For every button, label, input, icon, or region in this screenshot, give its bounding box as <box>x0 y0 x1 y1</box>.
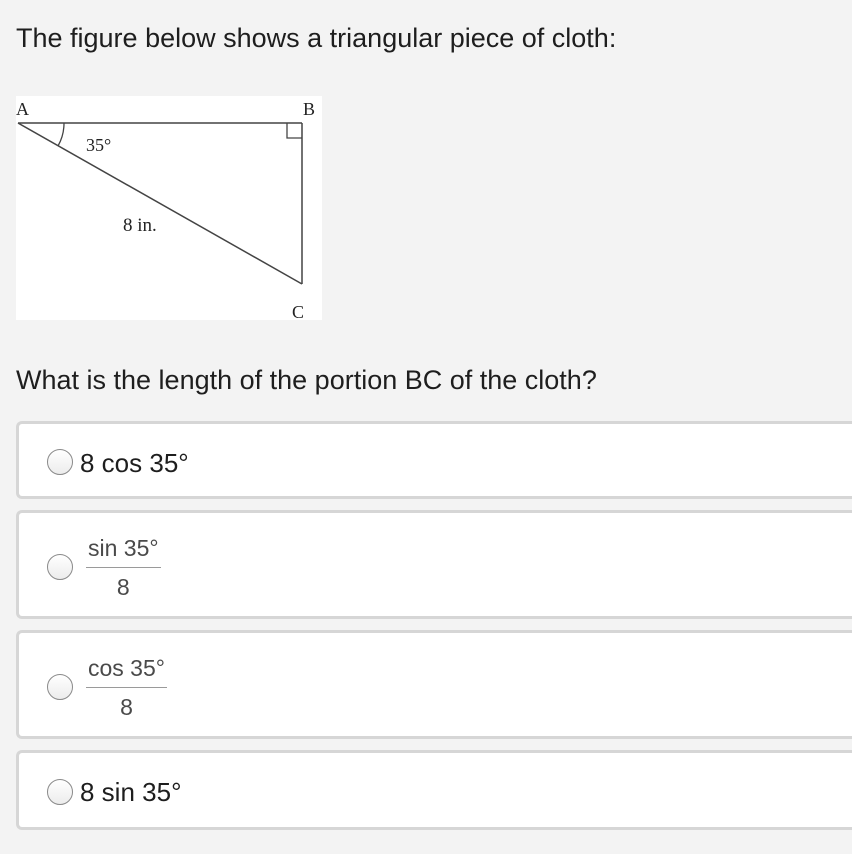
answer-option-1[interactable] <box>16 421 852 499</box>
answer-option-2-numerator: sin 35° <box>86 535 161 568</box>
radio-button-4[interactable] <box>47 779 73 805</box>
answer-option-3[interactable] <box>16 630 852 739</box>
vertex-a-label: A <box>16 99 29 119</box>
angle-label: 35° <box>86 135 112 155</box>
answer-option-2-denominator: 8 <box>116 574 130 600</box>
side-ac <box>18 123 302 284</box>
answer-option-3-denominator: 8 <box>120 694 133 720</box>
answer-option-2[interactable] <box>16 510 852 619</box>
vertex-b-label: B <box>303 99 316 119</box>
answer-option-2-fraction <box>86 535 161 600</box>
radio-button-3[interactable] <box>47 674 73 700</box>
right-angle-marker <box>287 123 302 138</box>
vertex-c-label: C <box>292 302 305 320</box>
angle-arc <box>58 123 64 146</box>
answer-option-3-numerator: cos 35° <box>86 655 167 688</box>
triangle-diagram <box>16 96 322 320</box>
question-prompt: The figure below shows a triangular piece of cloth: <box>16 23 617 53</box>
answer-option-4-text: 8 sin 35° <box>80 777 182 807</box>
question-text: What is the length of the portion BC of the cloth? <box>16 365 597 395</box>
triangle-figure <box>16 96 322 320</box>
answer-option-4[interactable] <box>16 750 852 830</box>
side-ac-label: 8 in. <box>123 215 157 236</box>
answer-option-1-text: 8 cos 35° <box>80 448 189 478</box>
radio-button-2[interactable] <box>47 554 73 580</box>
answer-option-3-fraction <box>86 655 167 720</box>
radio-button-1[interactable] <box>47 449 73 475</box>
